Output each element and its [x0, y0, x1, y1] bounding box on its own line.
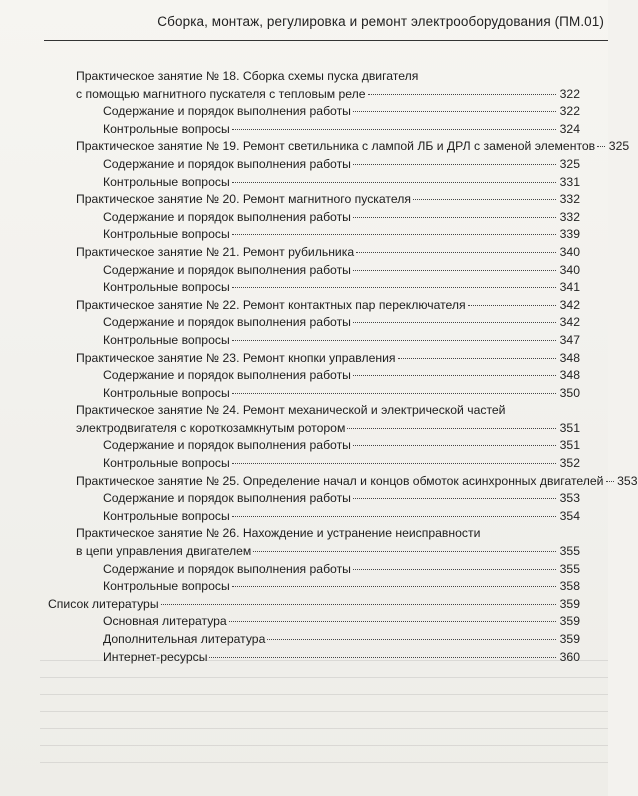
toc-entry: [0, 543, 608, 561]
toc-entry-page-number: 348: [559, 368, 580, 383]
dot-leader: [232, 182, 556, 183]
toc-entry-page-number: 348: [559, 350, 580, 365]
toc-entry-title: Содержание и порядок выполнения работы: [103, 368, 351, 383]
toc-entry-title: Интернет-ресурсы: [103, 649, 208, 664]
toc-entry-page-number: 351: [559, 420, 580, 435]
toc-entry-page-number: 322: [559, 86, 580, 101]
toc-entry: [0, 226, 608, 244]
toc-entry-title: Контрольные вопросы: [103, 508, 230, 523]
dot-leader: [232, 586, 556, 587]
dot-leader: [353, 164, 556, 165]
running-header: Сборка, монтаж, регулировка и ремонт электрооборудования (ПМ.01): [157, 14, 604, 29]
toc-entry-page-number: 351: [559, 438, 580, 453]
dot-leader: [413, 199, 556, 200]
toc-entry-page-number: 350: [559, 385, 580, 400]
toc-entry: [0, 314, 608, 332]
toc-entry: [0, 437, 608, 455]
toc-entry-title: Практическое занятие № 22. Ремонт контактных пар переключателя: [76, 297, 466, 312]
toc-entry-title: Практическое занятие № 25. Определение начал и концов обмоток асинхронных двигателей: [76, 473, 604, 488]
toc-entry: [0, 191, 608, 209]
toc-entry-page-number: 353: [617, 473, 638, 488]
dot-leader: [209, 657, 556, 658]
bleed-through-text: [40, 660, 608, 796]
toc-entry: [0, 473, 638, 491]
dot-leader: [161, 604, 556, 605]
toc-entry-title: электродвигателя с короткозамкнутым ротором: [76, 420, 346, 435]
toc-entry: [0, 332, 608, 350]
toc-entry: [0, 209, 608, 227]
dot-leader: [267, 639, 556, 640]
toc-entry-title: в цепи управления двигателем: [76, 544, 252, 559]
toc-entry: [0, 525, 608, 543]
toc-entry-page-number: 359: [559, 632, 580, 646]
toc-entry: [0, 138, 630, 156]
dot-leader: [232, 340, 556, 341]
dot-leader: [353, 445, 556, 446]
dot-leader: [368, 94, 556, 95]
toc-entry-title: Содержание и порядок выполнения работы: [103, 156, 351, 171]
toc-entry-page-number: 359: [559, 596, 580, 611]
toc-entry: [0, 86, 608, 104]
toc-entry: [0, 613, 608, 631]
toc-entry-title: Содержание и порядок выполнения работы: [103, 438, 351, 453]
dot-leader: [232, 463, 556, 464]
toc-entry-title: Контрольные вопросы: [103, 280, 230, 295]
toc-entry-title: Содержание и порядок выполнения работы: [103, 104, 351, 119]
dot-leader: [232, 129, 556, 130]
toc-entry: [0, 490, 608, 508]
toc-entry-title: Содержание и порядок выполнения работы: [103, 315, 351, 330]
toc-entry: [0, 420, 608, 438]
dot-leader: [353, 270, 556, 271]
dot-leader: [398, 358, 556, 359]
toc-entry-page-number: 332: [559, 209, 580, 224]
dot-leader: [606, 481, 614, 482]
toc-entry: [0, 596, 608, 614]
toc-entry-page-number: 324: [559, 121, 580, 136]
toc-entry-title: Контрольные вопросы: [103, 227, 230, 242]
toc-entry-page-number: 341: [559, 280, 580, 295]
toc-entry: [0, 68, 608, 86]
toc-entry: [0, 402, 608, 420]
toc-entry: [0, 350, 608, 368]
toc-entry: [0, 631, 608, 649]
toc-entry-page-number: 342: [559, 297, 580, 312]
toc-entry-title: Практическое занятие № 23. Ремонт кнопки управления: [76, 350, 396, 365]
toc-entry: [0, 561, 608, 579]
toc-entry-page-number: 347: [559, 332, 580, 347]
dot-leader: [353, 498, 556, 499]
toc-entry-title: Содержание и порядок выполнения работы: [103, 209, 351, 224]
dot-leader: [353, 111, 556, 112]
toc-entry-page-number: 331: [559, 174, 580, 189]
toc-entry-title: Контрольные вопросы: [103, 385, 230, 400]
toc-entry: [0, 367, 608, 385]
dot-leader: [353, 569, 556, 570]
toc-entry-page-number: 360: [559, 649, 580, 664]
dot-leader: [353, 375, 556, 376]
toc-entry-page-number: 325: [559, 156, 580, 171]
dot-leader: [597, 146, 605, 147]
toc-entry: [0, 103, 608, 121]
toc-entry-page-number: 342: [559, 315, 580, 330]
toc-entry-title: Основная литература: [103, 614, 227, 629]
toc-entry-page-number: 352: [559, 456, 580, 471]
toc-entry-page-number: 340: [559, 262, 580, 277]
toc-entry-title: Содержание и порядок выполнения работы: [103, 561, 351, 576]
dot-leader: [232, 234, 556, 235]
toc-entry: [0, 578, 608, 596]
toc-entry: [0, 244, 608, 262]
toc-entry-page-number: 359: [559, 614, 580, 629]
dot-leader: [353, 322, 556, 323]
dot-leader: [356, 252, 556, 253]
toc-entry-title: Практическое занятие № 19. Ремонт светильника с лампой ЛБ и ДРЛ с заменой элементов: [76, 139, 596, 154]
toc-entry-title: Контрольные вопросы: [103, 579, 230, 594]
toc-entry-page-number: 322: [559, 104, 580, 119]
toc-entry-title: Практическое занятие № 20. Ремонт магнитного пускателя: [76, 192, 411, 207]
toc-entry-title: Контрольные вопросы: [103, 174, 230, 189]
toc-entry: [0, 385, 608, 403]
toc-entry-page-number: 354: [559, 508, 580, 523]
toc-entry-page-number: 332: [559, 192, 580, 207]
toc-entry: [0, 279, 608, 297]
toc-entry-title: с помощью магнитного пускателя с тепловым реле: [76, 86, 366, 101]
toc-entry: [0, 121, 608, 139]
toc-entry-title: Практическое занятие № 18. Сборка схемы пуска двигателя: [76, 69, 419, 83]
toc-entry-title: Практическое занятие № 21. Ремонт рубильника: [76, 244, 355, 259]
toc-entry-page-number: 355: [559, 561, 580, 576]
toc-entry-page-number: 339: [559, 227, 580, 242]
table-of-contents: [0, 68, 638, 666]
dot-leader: [353, 217, 556, 218]
toc-entry-title: Список литературы: [48, 596, 159, 611]
toc-entry-title: Практическое занятие № 24. Ремонт механической и электрической частей: [76, 403, 506, 418]
header-rule: [44, 40, 608, 41]
dot-leader: [229, 621, 556, 622]
toc-entry-title: Дополнительная литература: [103, 632, 266, 646]
toc-entry-page-number: 358: [559, 579, 580, 594]
toc-entry: [0, 508, 608, 526]
toc-entry: [0, 455, 608, 473]
toc-entry-title: Контрольные вопросы: [103, 456, 230, 471]
toc-entry: [0, 156, 608, 174]
toc-entry-title: Практическое занятие № 26. Нахождение и устранение неисправности: [76, 526, 481, 541]
toc-entry: [0, 297, 608, 315]
toc-entry-title: Содержание и порядок выполнения работы: [103, 491, 351, 506]
toc-entry-title: Содержание и порядок выполнения работы: [103, 262, 351, 277]
toc-entry: [0, 262, 608, 280]
toc-entry-page-number: 355: [559, 544, 580, 559]
toc-entry-title: Контрольные вопросы: [103, 121, 230, 136]
dot-leader: [347, 428, 556, 429]
dot-leader: [232, 287, 556, 288]
toc-entry-title: Контрольные вопросы: [103, 332, 230, 347]
toc-entry-page-number: 325: [608, 139, 630, 154]
toc-entry: [0, 174, 608, 192]
dot-leader: [253, 551, 556, 552]
dot-leader: [232, 516, 556, 517]
dot-leader: [232, 393, 556, 394]
dot-leader: [468, 305, 556, 306]
toc-entry-page-number: 340: [559, 244, 580, 259]
toc-entry-page-number: 353: [559, 491, 580, 506]
